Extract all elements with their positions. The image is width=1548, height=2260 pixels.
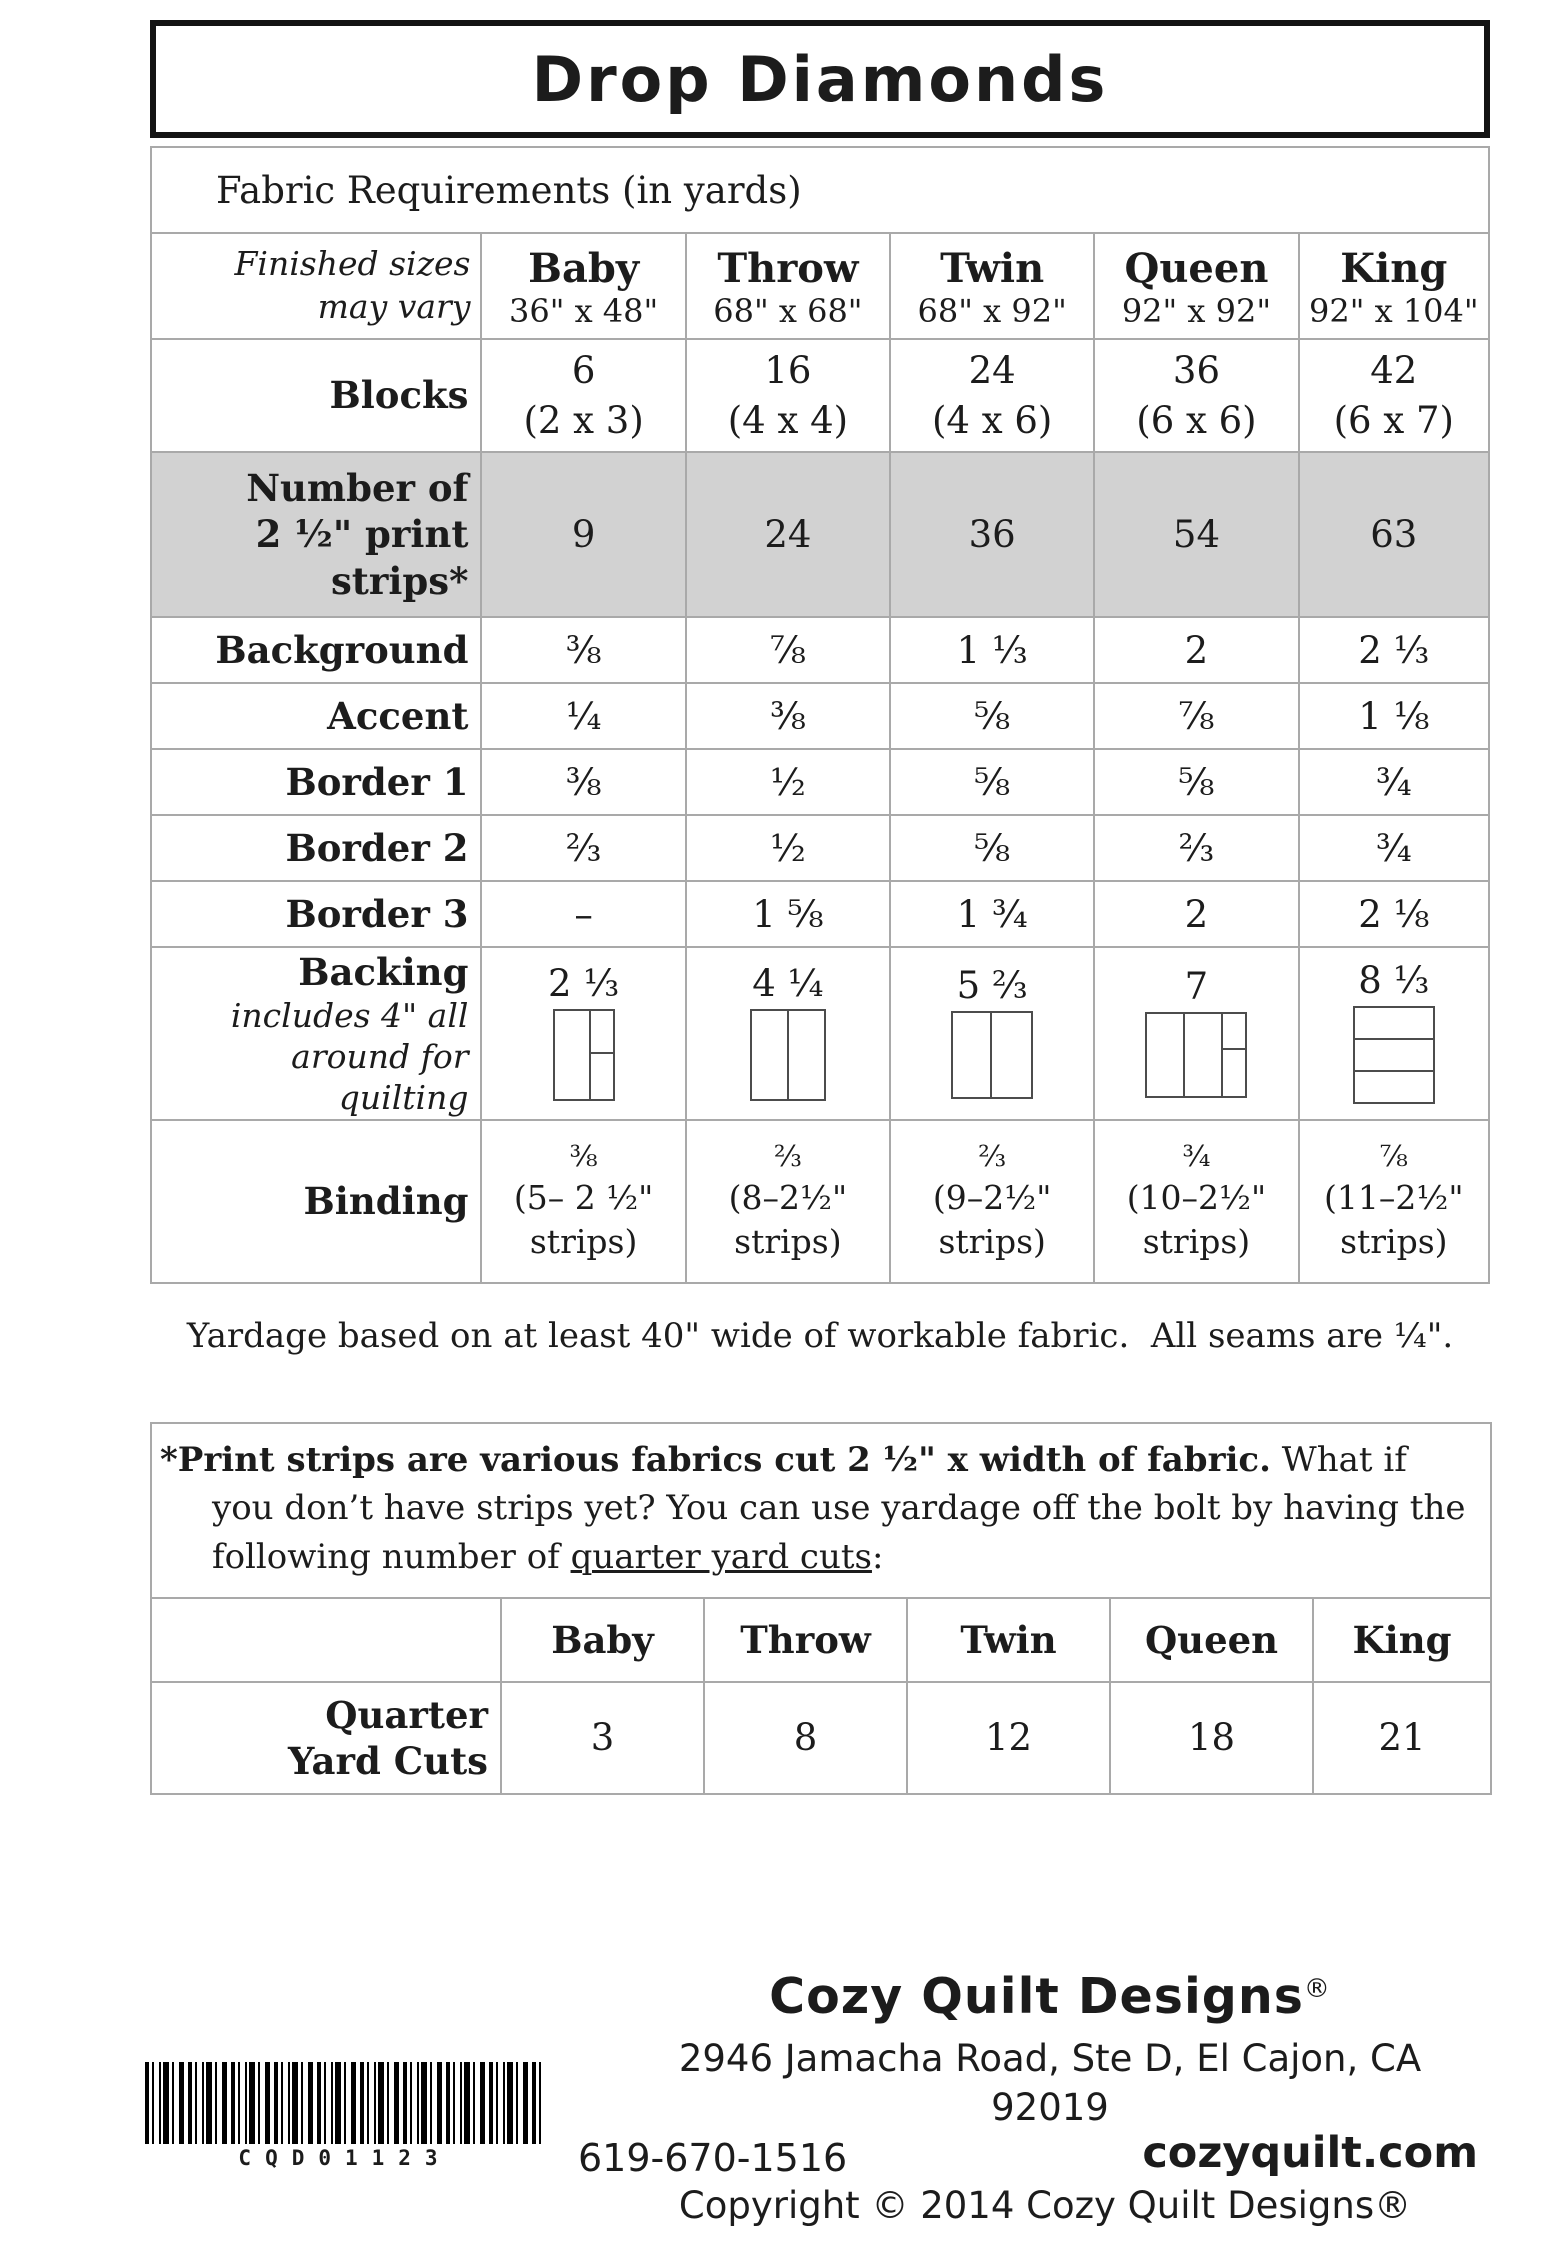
finished-sizes-note: Finished sizes may vary [151, 233, 481, 339]
column-header-throw: Throw 68" x 68" [686, 233, 890, 339]
table-cell: ⅔ (9–2½" strips) [890, 1120, 1094, 1283]
page-title: Drop Diamonds [531, 42, 1109, 116]
table-cell: ¼ [481, 683, 685, 749]
table-cell: ¾ (10–2½" strips) [1094, 1120, 1298, 1283]
table-cell: ¾ [1299, 749, 1489, 815]
table-cell: 8 [704, 1682, 907, 1794]
table-cell: 7 [1094, 947, 1298, 1120]
backing-diagram-baby [553, 1009, 615, 1101]
table-cell: ⅔ [481, 815, 685, 881]
table-cell: ⅞ [1094, 683, 1298, 749]
table-cell: 21 [1313, 1682, 1491, 1794]
barcode-text: CQD01123 [238, 2146, 452, 2170]
table-cell: ⅜ (5– 2 ½" strips) [481, 1120, 685, 1283]
cuts-header-queen: Queen [1110, 1598, 1313, 1682]
table-cell: ⅜ [481, 617, 685, 683]
table-caption: Fabric Requirements (in yards) [151, 147, 1489, 233]
row-label-backing: Backing includes 4" all around for quilting [151, 947, 481, 1120]
page-content [150, 0, 1490, 1795]
cuts-header-twin: Twin [907, 1598, 1110, 1682]
table-cell: ⅝ [890, 815, 1094, 881]
column-header-twin: Twin 68" x 92" [890, 233, 1094, 339]
yardage-footnote: Yardage based on at least 40" wide of workable fabric. All seams are ¼". [186, 1316, 1454, 1356]
table-cell: 16 (4 x 4) [686, 339, 890, 452]
table-cell: 6 (2 x 3) [481, 339, 685, 452]
backing-diagram-queen [1145, 1012, 1247, 1098]
table-cell: 4 ¼ [686, 947, 890, 1120]
table-cell: ⅔ (8–2½" strips) [686, 1120, 890, 1283]
address-line-1: 2946 Jamacha Road, Ste D, El Cajon, CA [678, 2037, 1422, 2080]
table-cell: 1 ¾ [890, 881, 1094, 947]
table-cell: ½ [686, 749, 890, 815]
table-cell: 12 [907, 1682, 1110, 1794]
table-cell: ⅜ [686, 683, 890, 749]
table-cell: 36 (6 x 6) [1094, 339, 1298, 452]
backing-diagram-throw [750, 1009, 826, 1101]
brand-name: Cozy Quilt Designs® [769, 1968, 1331, 2025]
cuts-header-baby: Baby [501, 1598, 704, 1682]
row-label-border-1: Border 1 [151, 749, 481, 815]
table-cell: – [481, 881, 685, 947]
table-cell: 24 (4 x 6) [890, 339, 1094, 452]
row-label-border-3: Border 3 [151, 881, 481, 947]
table-cell: 3 [501, 1682, 704, 1794]
table-cell: ½ [686, 815, 890, 881]
table-cell: 36 [890, 452, 1094, 617]
table-cell: ⅞ (11–2½" strips) [1299, 1120, 1489, 1283]
table-cell: 5 ⅔ [890, 947, 1094, 1120]
table-cell: 24 [686, 452, 890, 617]
table-cell: ⅝ [1094, 749, 1298, 815]
table-cell: 2 ⅓ [481, 947, 685, 1120]
cuts-header-throw: Throw [704, 1598, 907, 1682]
backing-diagram-twin [951, 1011, 1033, 1099]
row-label-border-2: Border 2 [151, 815, 481, 881]
table-cell: 1 ⅛ [1299, 683, 1489, 749]
table-cell: 18 [1110, 1682, 1313, 1794]
table-cell: ⅔ [1094, 815, 1298, 881]
row-label-blocks: Blocks [151, 339, 481, 452]
column-header-queen: Queen 92" x 92" [1094, 233, 1298, 339]
column-header-baby: Baby 36" x 48" [481, 233, 685, 339]
registered-mark: ® [1303, 1974, 1331, 2004]
barcode [145, 2062, 545, 2144]
cuts-corner-cell [151, 1598, 501, 1682]
row-label-binding: Binding [151, 1120, 481, 1283]
backing-diagram-king [1353, 1006, 1435, 1104]
table-cell: ⅞ [686, 617, 890, 683]
table-cell: 42 (6 x 7) [1299, 339, 1489, 452]
cuts-header-king: King [1313, 1598, 1491, 1682]
table-cell: 2 ⅓ [1299, 617, 1489, 683]
print-strips-note: *Print strips are various fabrics cut 2 ½" x width of fabric. What if you don’t have strips yet? You can use yardage off the bolt by having the following number of quarter yard cuts: [151, 1423, 1491, 1598]
quarter-yard-cuts-table [150, 1422, 1492, 1795]
fabric-requirements-table [150, 146, 1490, 1284]
copyright-line: Copyright © 2014 Cozy Quilt Designs® [678, 2184, 1412, 2227]
table-cell: 8 ⅓ [1299, 947, 1489, 1120]
table-cell: 54 [1094, 452, 1298, 617]
table-cell: ⅝ [890, 683, 1094, 749]
table-cell: ⅝ [890, 749, 1094, 815]
table-cell: ⅜ [481, 749, 685, 815]
address-line-2: 92019 [991, 2086, 1109, 2129]
table-cell: 63 [1299, 452, 1489, 617]
row-label-print-strips: Number of 2 ½" print strips* [151, 452, 481, 617]
row-label-accent: Accent [151, 683, 481, 749]
row-label-background: Background [151, 617, 481, 683]
title-box [150, 20, 1490, 138]
table-cell: ¾ [1299, 815, 1489, 881]
table-cell: 2 [1094, 617, 1298, 683]
website-url: cozyquilt.com [1142, 2128, 1478, 2178]
table-cell: 2 [1094, 881, 1298, 947]
row-label-quarter-yard-cuts: Quarter Yard Cuts [151, 1682, 501, 1794]
column-header-king: King 92" x 104" [1299, 233, 1489, 339]
table-cell: 2 ⅛ [1299, 881, 1489, 947]
table-cell: 1 ⅓ [890, 617, 1094, 683]
table-cell: 1 ⅝ [686, 881, 890, 947]
phone-number: 619-670-1516 [578, 2136, 848, 2180]
table-cell: 9 [481, 452, 685, 617]
